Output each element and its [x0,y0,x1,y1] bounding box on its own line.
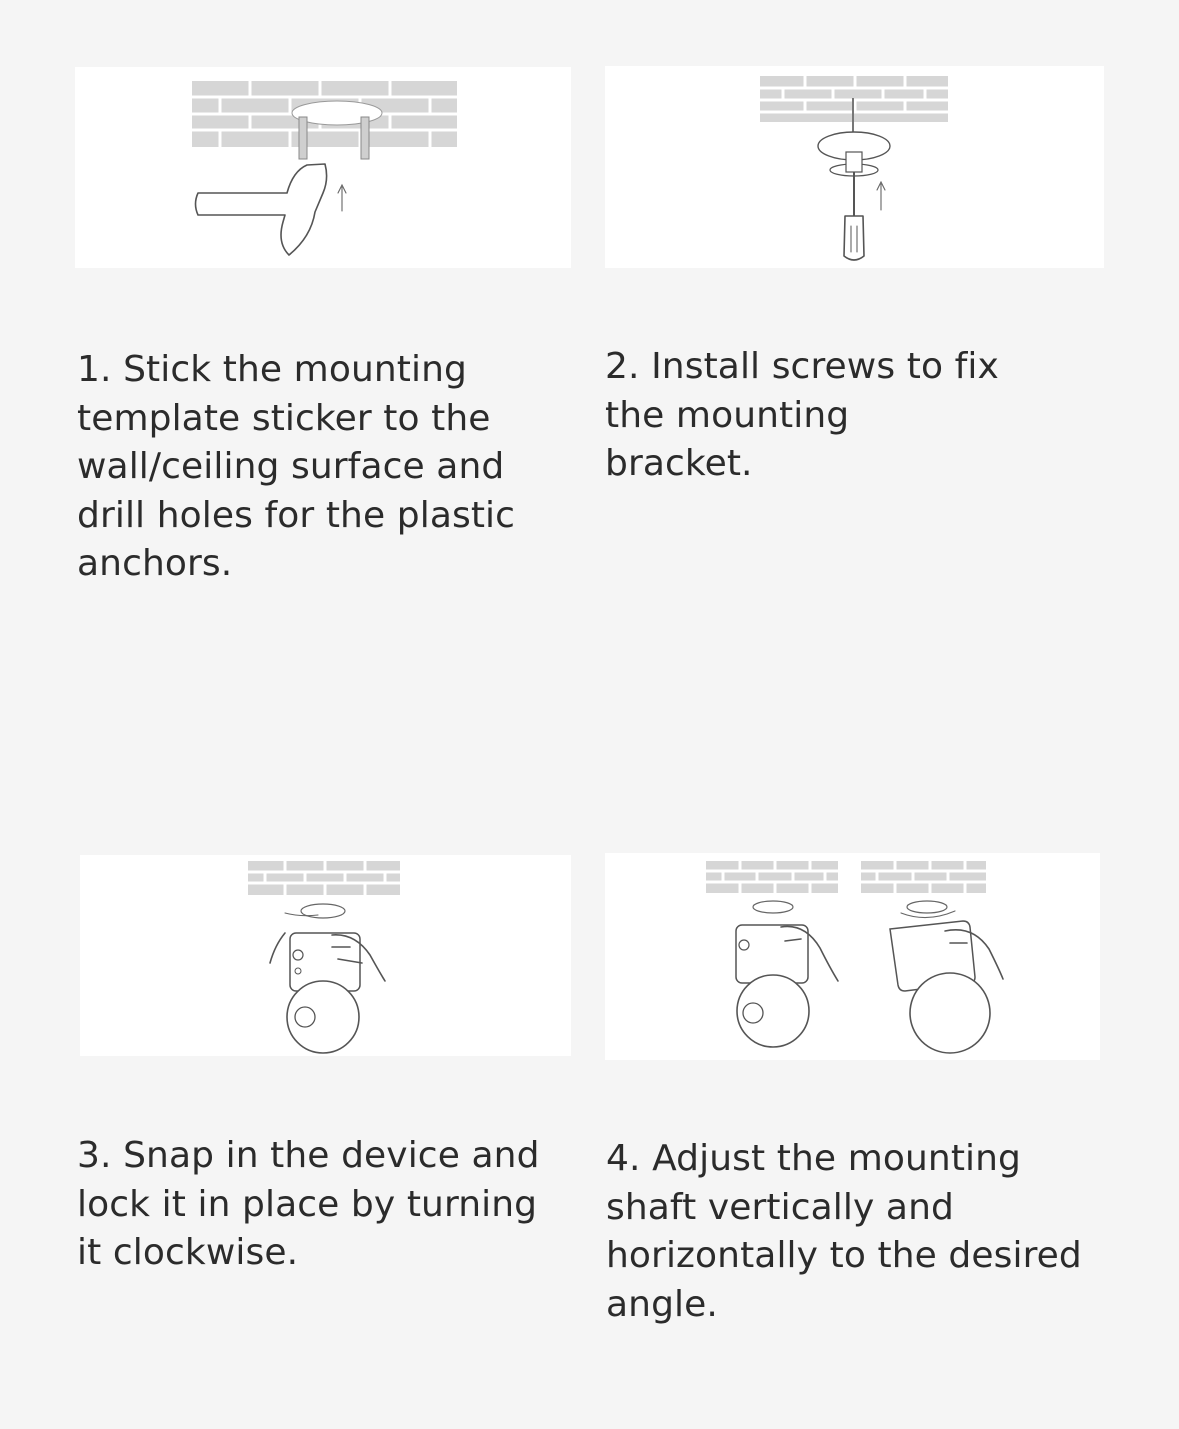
step-2-illustration [605,66,1104,268]
brick-wall-right [861,861,986,893]
step-3-text: 3. Snap in the device and lock it in place by turning it clockwise. [77,1135,540,1273]
step-2-text: 2. Install screws to fix the mounting bracket. [605,346,999,484]
adjust-shaft-icon [605,853,1100,1060]
screwdriver-bracket-icon [605,66,1104,268]
step-4-illustration [605,853,1100,1060]
snap-camera-icon [80,855,571,1056]
brick-wall [248,861,400,895]
step-4-text: 4. Adjust the mounting shaft vertically and horizontally to the desired angle. [606,1138,1082,1325]
step-3-illustration [80,855,571,1056]
step-1-illustration [75,67,571,268]
brick-wall-left [706,861,838,893]
step-1-text: 1. Stick the mounting template sticker to the wall/ceiling surface and drill holes for the plastic anchors. [77,349,516,584]
hammer-anchors-icon [75,67,571,268]
